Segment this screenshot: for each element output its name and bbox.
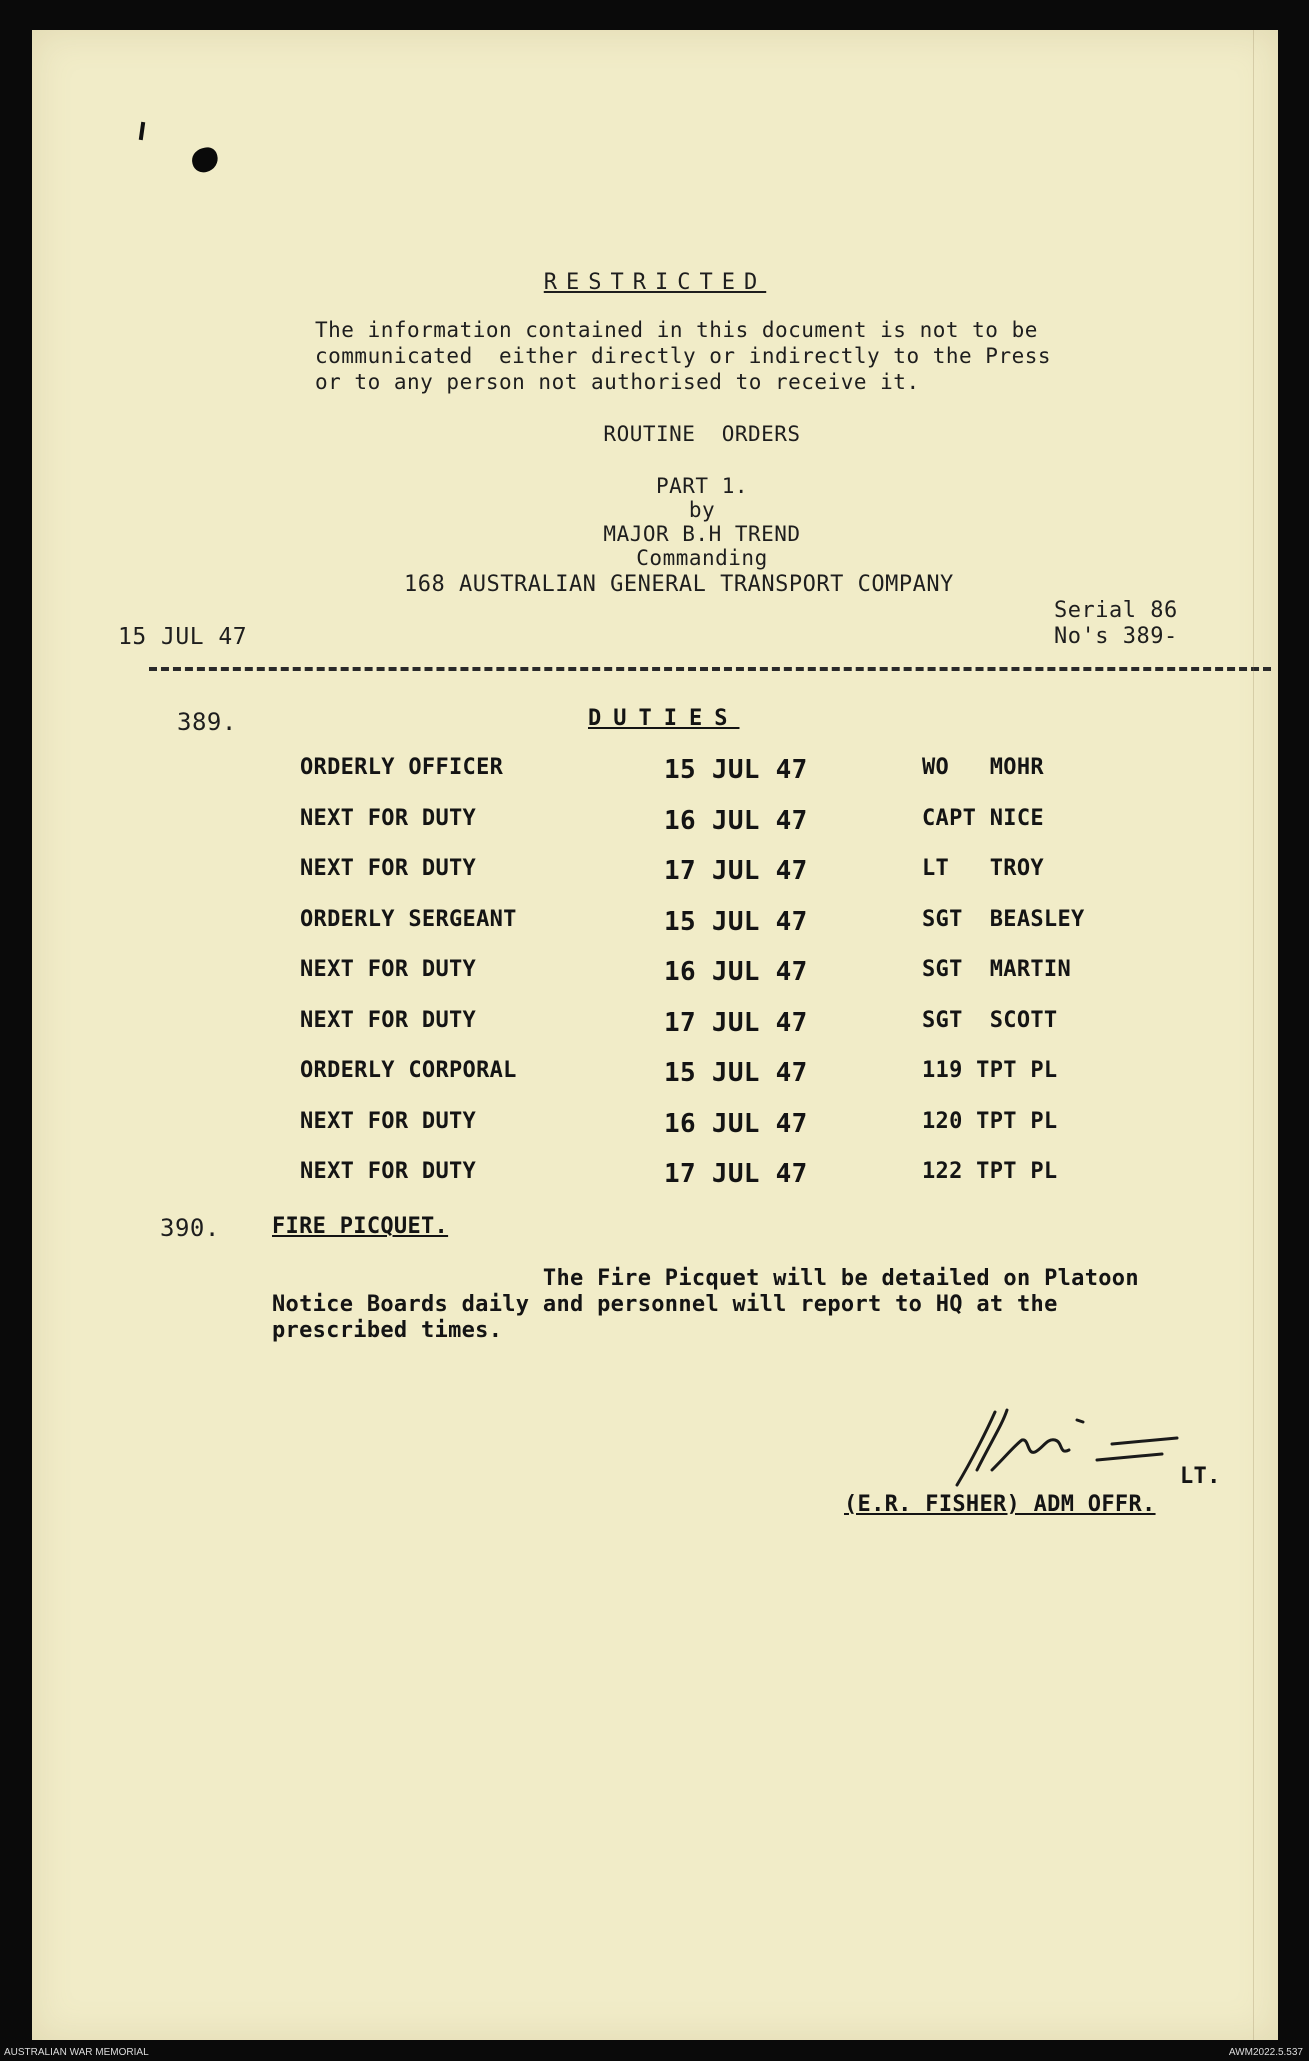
duty-role: ORDERLY OFFICER xyxy=(300,755,504,780)
divider-line xyxy=(149,667,1271,671)
handwritten-signature xyxy=(947,1400,1197,1500)
document-title: ROUTINE ORDERS xyxy=(603,422,801,446)
duty-person: SGT BEASLEY xyxy=(922,907,1085,932)
pen-mark xyxy=(139,122,145,140)
duty-role: NEXT FOR DUTY xyxy=(300,856,477,881)
duty-person: SGT SCOTT xyxy=(922,1008,1058,1033)
duty-date: 17 JUL 47 xyxy=(664,856,808,886)
restricted-heading: RESTRICTED xyxy=(543,270,767,295)
order-date: 15 JUL 47 xyxy=(118,624,248,650)
duty-date: 15 JUL 47 xyxy=(664,755,808,785)
duty-date: 16 JUL 47 xyxy=(664,957,808,987)
duty-person: 122 TPT PL xyxy=(922,1159,1058,1184)
fire-picquet-heading: FIRE PICQUET. xyxy=(272,1214,449,1239)
duty-date: 15 JUL 47 xyxy=(664,907,808,937)
fire-picquet-line-3: prescribed times. xyxy=(272,1318,503,1343)
commanding-label: Commanding xyxy=(636,546,768,570)
duty-person: CAPT NICE xyxy=(922,806,1044,831)
commander-name: MAJOR B.H TREND xyxy=(603,522,801,546)
duty-person: LT TROY xyxy=(922,856,1044,881)
fire-picquet-line-2: Notice Boards daily and personnel will report to HQ at the xyxy=(272,1292,1058,1317)
unit-name: 168 AUSTRALIAN GENERAL TRANSPORT COMPANY xyxy=(404,572,954,597)
by-label: by xyxy=(688,498,716,522)
duty-date: 17 JUL 47 xyxy=(664,1008,808,1038)
duty-role: NEXT FOR DUTY xyxy=(300,1109,477,1134)
duty-role: ORDERLY CORPORAL xyxy=(300,1058,517,1083)
duty-date: 16 JUL 47 xyxy=(664,1109,808,1139)
notice-line-2: communicated either directly or indirectly to the Press xyxy=(315,344,1052,368)
duty-date: 15 JUL 47 xyxy=(664,1058,808,1088)
serial-number: Serial 86 xyxy=(1054,598,1178,623)
part-label: PART 1. xyxy=(655,474,748,498)
punch-hole xyxy=(189,145,220,175)
duty-role: NEXT FOR DUTY xyxy=(300,1008,477,1033)
fire-picquet-number: 390. xyxy=(160,1214,220,1242)
signature-name: (E.R. FISHER) ADM OFFR. xyxy=(844,1492,1156,1517)
document-page xyxy=(32,30,1278,2040)
duty-role: NEXT FOR DUTY xyxy=(300,957,477,982)
notice-line-1: The information contained in this document is not to be xyxy=(315,318,1038,342)
duty-person: 120 TPT PL xyxy=(922,1109,1058,1134)
duty-person: SGT MARTIN xyxy=(922,957,1071,982)
duties-heading: DUTIES xyxy=(588,706,740,731)
duty-role: ORDERLY SERGEANT xyxy=(300,907,517,932)
notice-line-3: or to any person not authorised to receive it. xyxy=(315,370,920,394)
duty-person: WO MOHR xyxy=(922,755,1044,780)
duty-role: NEXT FOR DUTY xyxy=(300,806,477,831)
fire-picquet-line-1: The Fire Picquet will be detailed on Platoon xyxy=(272,1266,1139,1291)
order-numbers: No's 389- xyxy=(1054,624,1178,649)
footer-archive-label: AUSTRALIAN WAR MEMORIAL xyxy=(4,2047,149,2058)
duty-date: 17 JUL 47 xyxy=(664,1159,808,1189)
duty-role: NEXT FOR DUTY xyxy=(300,1159,477,1184)
duty-person: 119 TPT PL xyxy=(922,1058,1058,1083)
footer-reference-id: AWM2022.5.537 xyxy=(1228,2047,1303,2058)
signature-rank: LT. xyxy=(1180,1464,1221,1489)
duties-number: 389. xyxy=(177,708,237,736)
duty-date: 16 JUL 47 xyxy=(664,806,808,836)
